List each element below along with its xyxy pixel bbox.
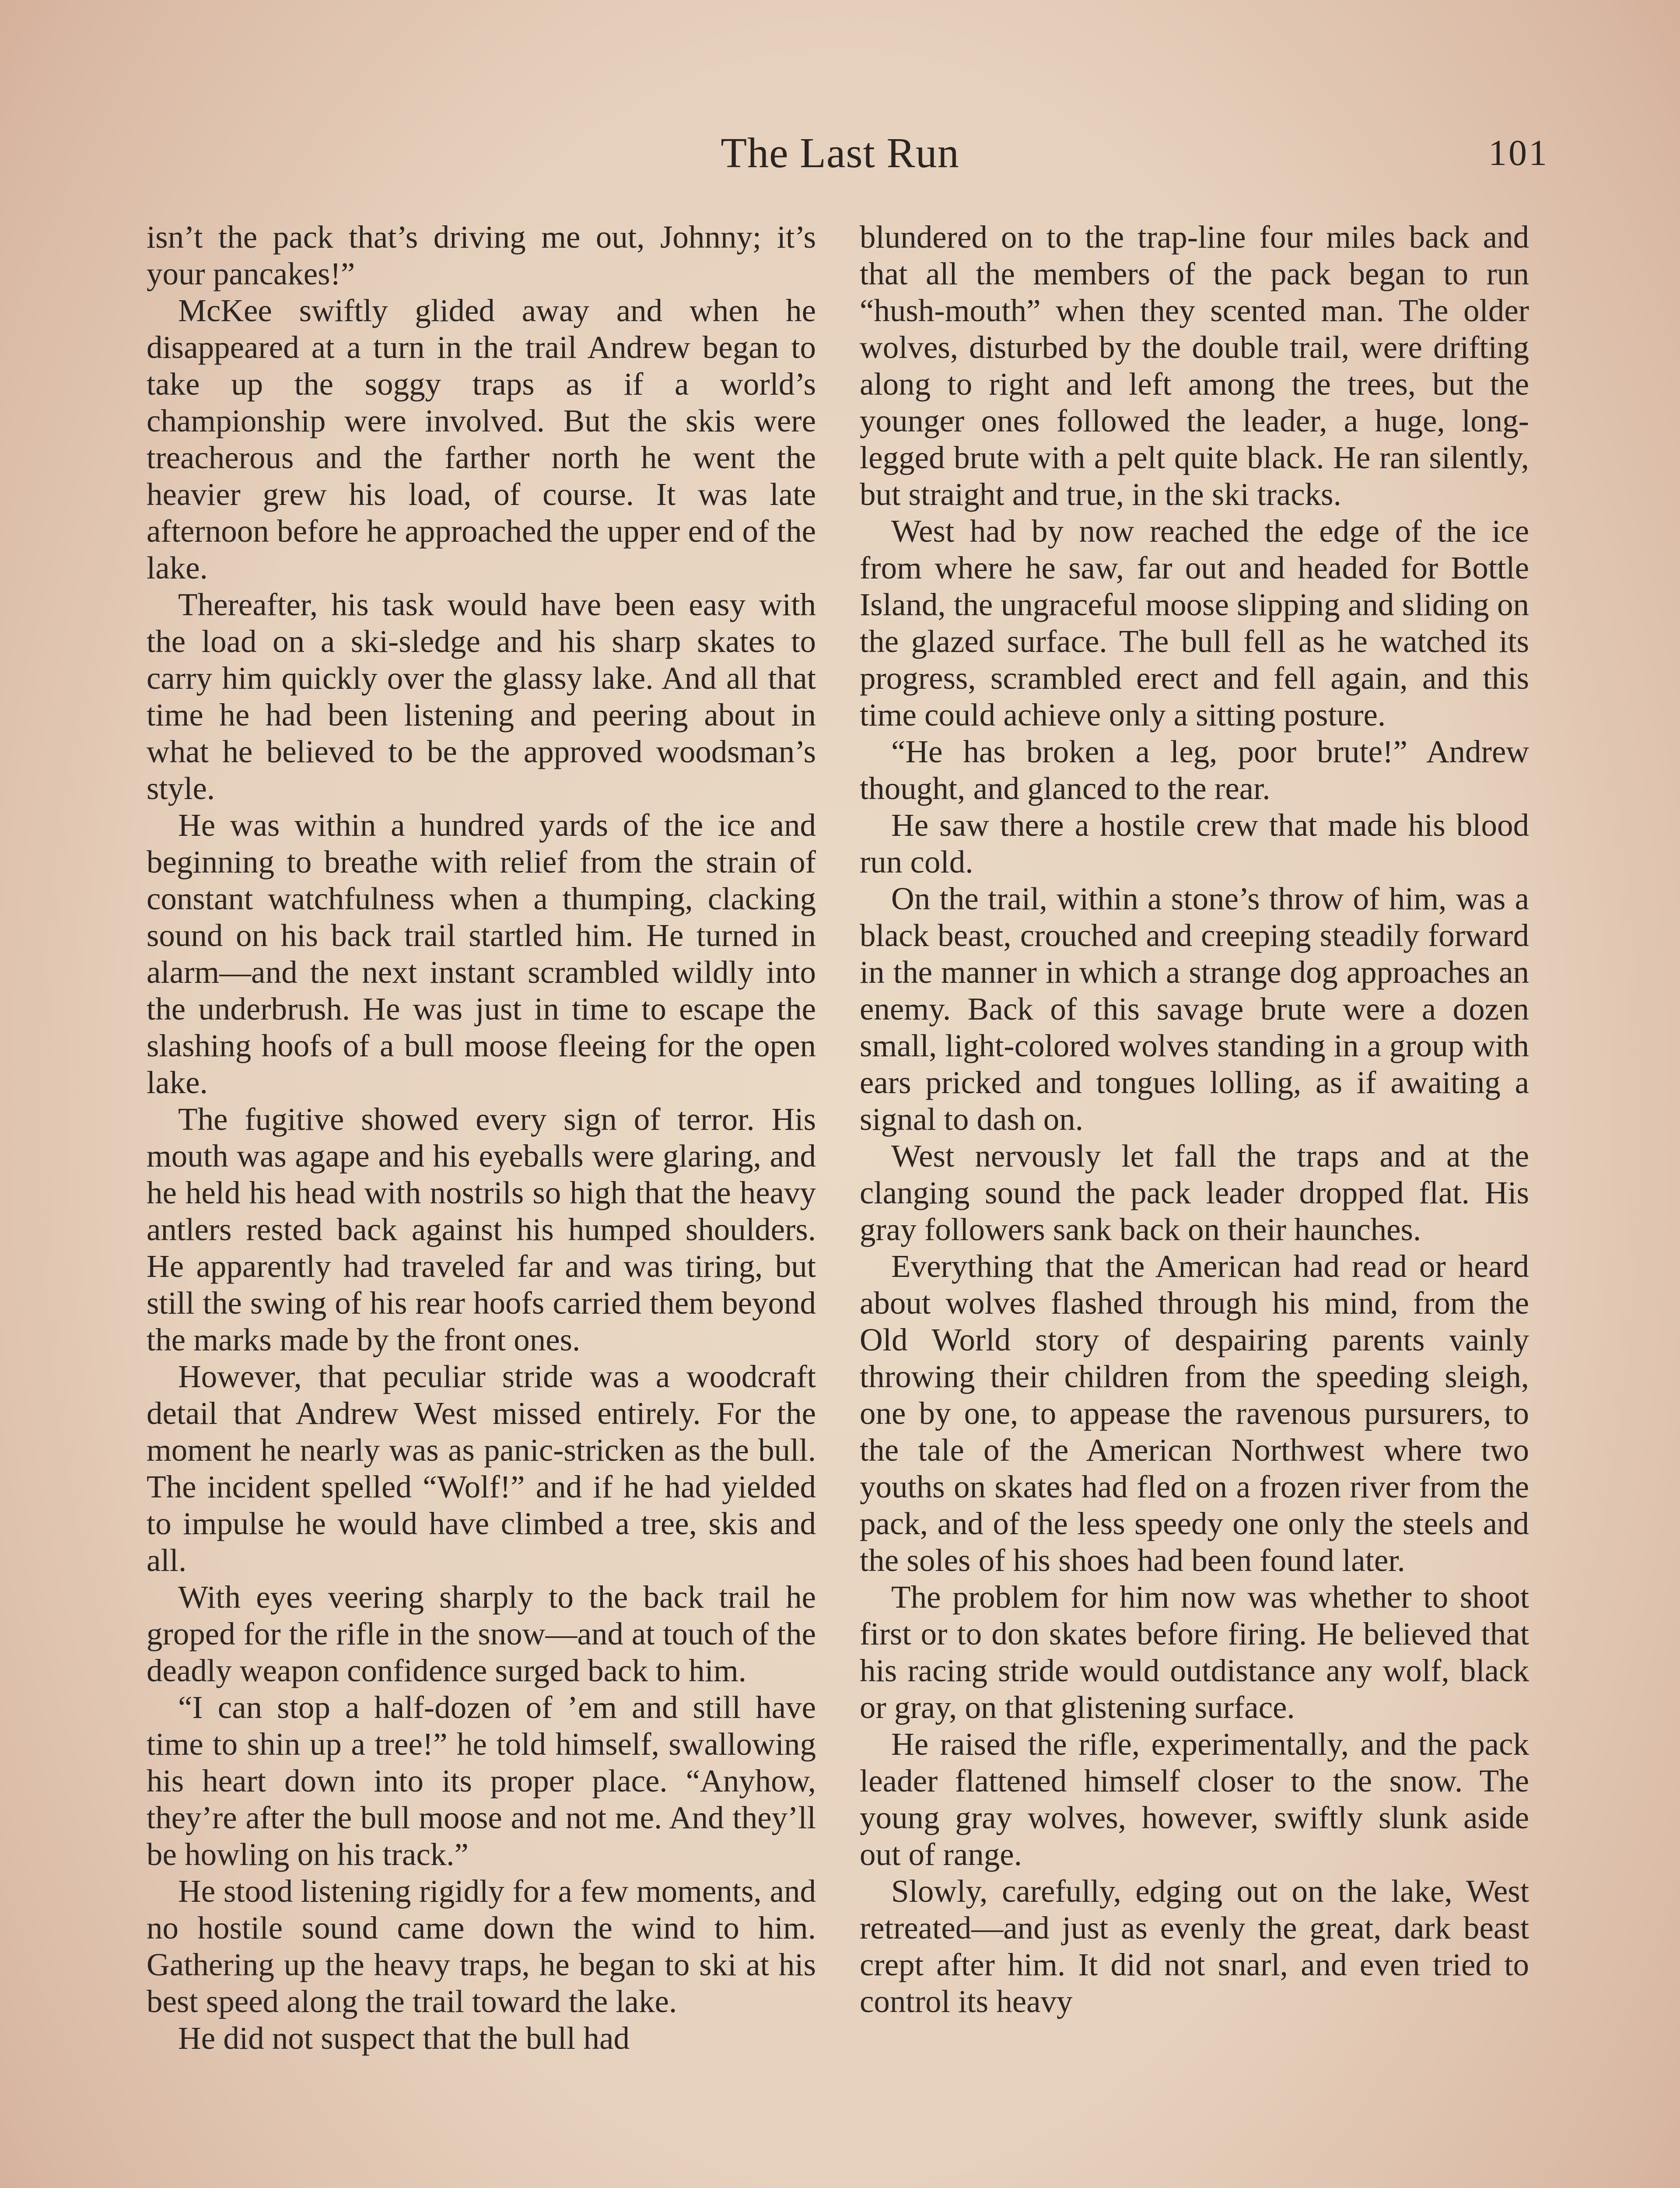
- page-number: 101: [1488, 133, 1549, 173]
- paragraph: West nervously let fall the traps and at the clanging sound the pack leader dropped flat. His gray followers sank back on their haunches.: [860, 1138, 1529, 1247]
- paragraph: He was within a hundred yards of the ice and beginning to breathe with relief from the strain of constant watchfulness when a thumping, clacking sound on his back trail startled him. He turned in alarm—and the next instant scrambled wildly into the underbrush. He was just in time to escape the slashing hoofs of a bull moose fleeing for the open lake.: [147, 807, 816, 1100]
- paragraph: Thereafter, his task would have been easy with the load on a ski-sledge and his sharp skates to carry him quickly over the glassy lake. And all that time he had been listening and peering about in what he believed to be the approved woodsman’s style.: [147, 587, 816, 806]
- paragraph: He did not suspect that the bull had: [178, 2020, 630, 2056]
- paragraph: He stood listening rigidly for a few moments, and no hostile sound came down the wind to him. Gathering up the heavy traps, he began to ski at his best speed along the trail toward the lake.: [147, 1873, 816, 2019]
- paragraph: blundered on to the trap-line four miles back and that all the members of the pack began to run “hush-mouth” when they scented man. The older wolves, disturbed by the double trail, were drifting along to right and left among the trees, but the younger ones followed the leader, a huge, long-legged brute with a pelt quite black. He ran silently, but straight and true, in the ski tracks.: [860, 219, 1529, 512]
- paragraph: On the trail, within a stone’s throw of him, was a black beast, crouched and creeping steadily forward in the manner in which a strange dog approaches an enemy. Back of this savage brute were a dozen small, light-colored wolves standing in a group with ears pricked and tongues lolling, as if awaiting a signal to dash on.: [860, 881, 1529, 1137]
- paragraph: West had by now reached the edge of the ice from where he saw, far out and headed for Bottle Island, the ungraceful moose slipping and sliding on the glazed surface. The bull fell as he watched its progress, scrambled erect and fell again, and this time could achieve only a sitting posture.: [860, 513, 1529, 733]
- paragraph: The problem for him now was whether to shoot first or to don skates before firing. He believed that his racing stride would outdistance any wolf, black or gray, on that glistening surface.: [860, 1579, 1529, 1725]
- running-header-title: The Last Run: [721, 130, 959, 177]
- paragraph: “I can stop a half-dozen of ’em and still have time to shin up a tree!” he told himself, swallowing his heart down into its proper place. “Anyhow, they’re after the bull moose and not me. And they’ll be howling on his track.”: [147, 1690, 816, 1872]
- paragraph: The fugitive showed every sign of terror. His mouth was agape and his eyeballs were glaring, and he held his head with nostrils so high that the heavy antlers rested back against his humped shoulders. He apparently had traveled far and was tiring, but still the swing of his rear hoofs carried them beyond the marks made by the front ones.: [147, 1101, 816, 1357]
- paragraph: isn’t the pack that’s driving me out, Johnny; it’s your pancakes!”: [147, 219, 816, 291]
- right-text-column: [860, 219, 1529, 2020]
- paragraph: However, that peculiar stride was a woodcraft detail that Andrew West missed entirely. For the moment he nearly was as panic-stricken as the bull. The incident spelled “Wolf!” and if he had yielded to impulse he would have climbed a tree, skis and all.: [147, 1359, 816, 1578]
- paragraph: Slowly, carefully, edging out on the lake, West retreated—and just as evenly the great, dark beast crept after him. It did not snarl, and even tried to control its heavy: [860, 1873, 1529, 2019]
- paragraph: With eyes veering sharply to the back trail he groped for the rifle in the snow—and at touch of the deadly weapon confidence surged back to him.: [147, 1579, 816, 1688]
- paragraph: “He has broken a leg, poor brute!” Andrew thought, and glanced to the rear.: [860, 734, 1529, 806]
- paragraph: He raised the rifle, experimentally, and the pack leader flattened himself closer to the snow. The young gray wolves, however, swiftly slunk aside out of range.: [860, 1726, 1529, 1872]
- paragraph: He saw there a hostile crew that made his blood run cold.: [860, 807, 1529, 880]
- left-text-column: [147, 219, 816, 2057]
- paragraph: McKee swiftly glided away and when he disappeared at a turn in the trail Andrew began to take up the soggy traps as if a world’s championship were involved. But the skis were treacherous and the farther north he went the heavier grew his load, of course. It was late afternoon before he approached the upper end of the lake.: [147, 293, 816, 586]
- paragraph: Everything that the American had read or heard about wolves flashed through his mind, from the Old World story of despairing parents vainly throwing their children from the speeding sleigh, one by one, to appease the ravenous pursurers, to the tale of the American Northwest where two youths on skates had fled on a frozen river from the pack, and of the less speedy one only the steels and the soles of his shoes had been found later.: [860, 1248, 1529, 1578]
